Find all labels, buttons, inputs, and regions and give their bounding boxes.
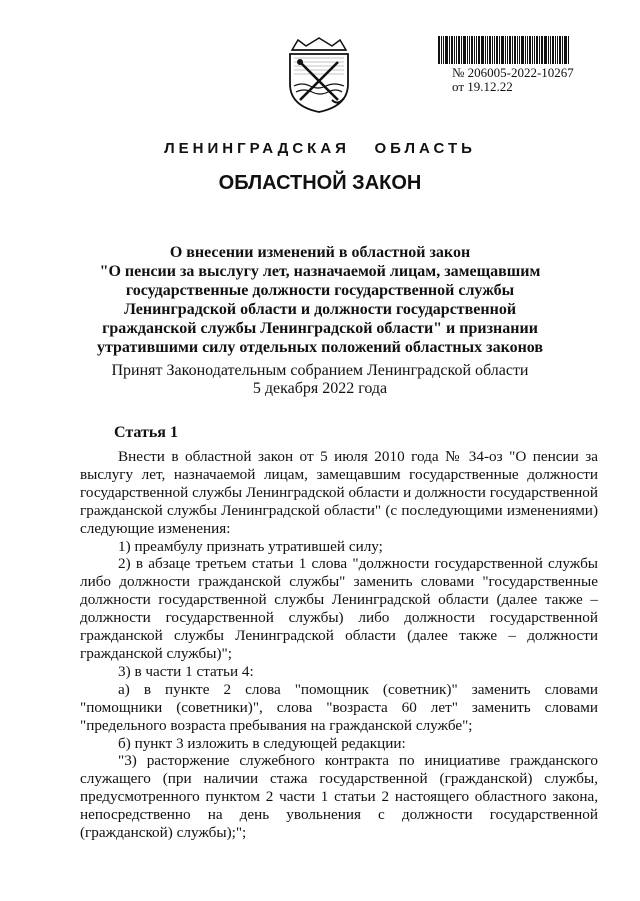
paragraph: 3) в части 1 статьи 4: (118, 662, 254, 680)
barcode-bar (527, 36, 528, 64)
barcode-bar (509, 36, 511, 64)
region-name: ЛЕНИНГРАДСКАЯ ОБЛАСТЬ (164, 140, 476, 157)
law-title (80, 243, 560, 357)
paragraph: Внести в областной закон от 5 июля 2010 года № 34-оз "О пенсии за выслугу лет, назначаемой лицам, замещавшим государственные должности государственной службы Ленинградской области и должности государственной гражданской службы Ленинградской области" (с последующими изменениями) следующие изменения: (80, 448, 598, 537)
adoption-note (80, 362, 560, 398)
barcode-bar (496, 36, 498, 64)
document-number: № 206005-2022-10267 (452, 65, 574, 80)
barcode-bar (476, 36, 477, 64)
barcode-bar (489, 36, 491, 64)
barcode-bar (469, 36, 470, 64)
barcode-bar (445, 36, 448, 64)
article-heading: Статья 1 (114, 424, 178, 441)
barcode-bar (529, 36, 531, 64)
barcode-bar (505, 36, 506, 64)
barcode-bar (550, 36, 551, 64)
barcode-bar (562, 36, 563, 64)
barcode-bar (534, 36, 535, 64)
barcode-bar (517, 36, 518, 64)
barcode-bar (458, 36, 460, 64)
barcode-bar (514, 36, 516, 64)
barcode-bar (467, 36, 468, 64)
barcode-bar (548, 36, 549, 64)
barcode-bar (532, 36, 533, 64)
document-registration (452, 66, 574, 94)
title-line: утратившими силу отдельных положений областных законов (96, 339, 544, 356)
barcode-bar (541, 36, 543, 64)
barcode-bar (544, 36, 547, 64)
barcode-bar (507, 36, 508, 64)
barcode-bar (501, 36, 504, 64)
barcode-bar (443, 36, 444, 64)
barcode-bar (478, 36, 480, 64)
barcode-bar (555, 36, 556, 64)
paragraph: 1) преамбулу признать утратившей силу; (118, 537, 383, 555)
barcode-bar (451, 36, 453, 64)
barcode-bar (521, 36, 524, 64)
document-date: от 19.12.22 (452, 79, 513, 94)
title-line: Ленинградской области и должности государственной (123, 301, 517, 318)
title-line: О внесении изменений в областной закон (169, 244, 471, 261)
barcode-bar (456, 36, 457, 64)
barcode-bar (564, 36, 567, 64)
adoption-date: 5 декабря 2022 года (252, 380, 388, 397)
barcode-bar (512, 36, 513, 64)
law-type-heading: ОБЛАСТНОЙ ЗАКОН (218, 172, 422, 194)
barcode-bar (519, 36, 520, 64)
title-line: гражданской службы Ленинградской области" и признании (102, 320, 538, 337)
barcode-bar (499, 36, 500, 64)
title-line: "О пенсии за выслугу лет, назначаемой лицам, замещавшим (99, 263, 541, 280)
barcode-bar (461, 36, 462, 64)
barcode-bar (494, 36, 495, 64)
paragraph: б) пункт 3 изложить в следующей редакции: (118, 734, 406, 752)
barcode-bar (449, 36, 450, 64)
paragraph: 2) в абзаце третьем статьи 1 слова "должности государственной службы либо должности гражданской службы" заменить словами "государственные должности государственной службы Ленинградской области (далее также – должности государственной службы) либо должности государственной гражданской службы Ленинградской области (далее также – должности гражданской службы)"; (80, 555, 598, 662)
leningrad-oblast-coat-of-arms-icon (284, 36, 354, 114)
barcode-bar (552, 36, 554, 64)
barcode-bar (474, 36, 475, 64)
barcode-bar (568, 36, 569, 64)
paragraph: "3) расторжение служебного контракта по инициативе гражданского служащего (при наличии стажа государственной (гражданской) службы, предусмотренного пунктом 2 части 1 статьи 2 настоящего областного закона, непосредственно на день увольнения с должности государственной (гражданской) службы);"; (80, 752, 598, 842)
article-body (80, 448, 598, 842)
barcode-bar (525, 36, 526, 64)
barcode-icon (438, 36, 590, 64)
barcode-bar (536, 36, 538, 64)
barcode-bar (485, 36, 486, 64)
barcode-bar (454, 36, 455, 64)
adoption-line: Принят Законодательным собранием Ленинградской области (111, 362, 529, 379)
barcode-bar (557, 36, 558, 64)
barcode-bar (559, 36, 561, 64)
barcode-bar (441, 36, 442, 64)
barcode-bar (539, 36, 540, 64)
paragraph: а) в пункте 2 слова "помощник (советник)" заменить словами "помощники (советники)", слова "возраста 60 лет" заменить словами "предельного возраста пребывания на гражданской службе"; (80, 680, 598, 734)
barcode-bar (481, 36, 484, 64)
barcode-bar (487, 36, 488, 64)
barcode-bar (492, 36, 493, 64)
title-line: государственные должности государственной службы (125, 282, 515, 299)
barcode-bar (471, 36, 473, 64)
barcode-bar (463, 36, 466, 64)
barcode-bar (438, 36, 440, 64)
